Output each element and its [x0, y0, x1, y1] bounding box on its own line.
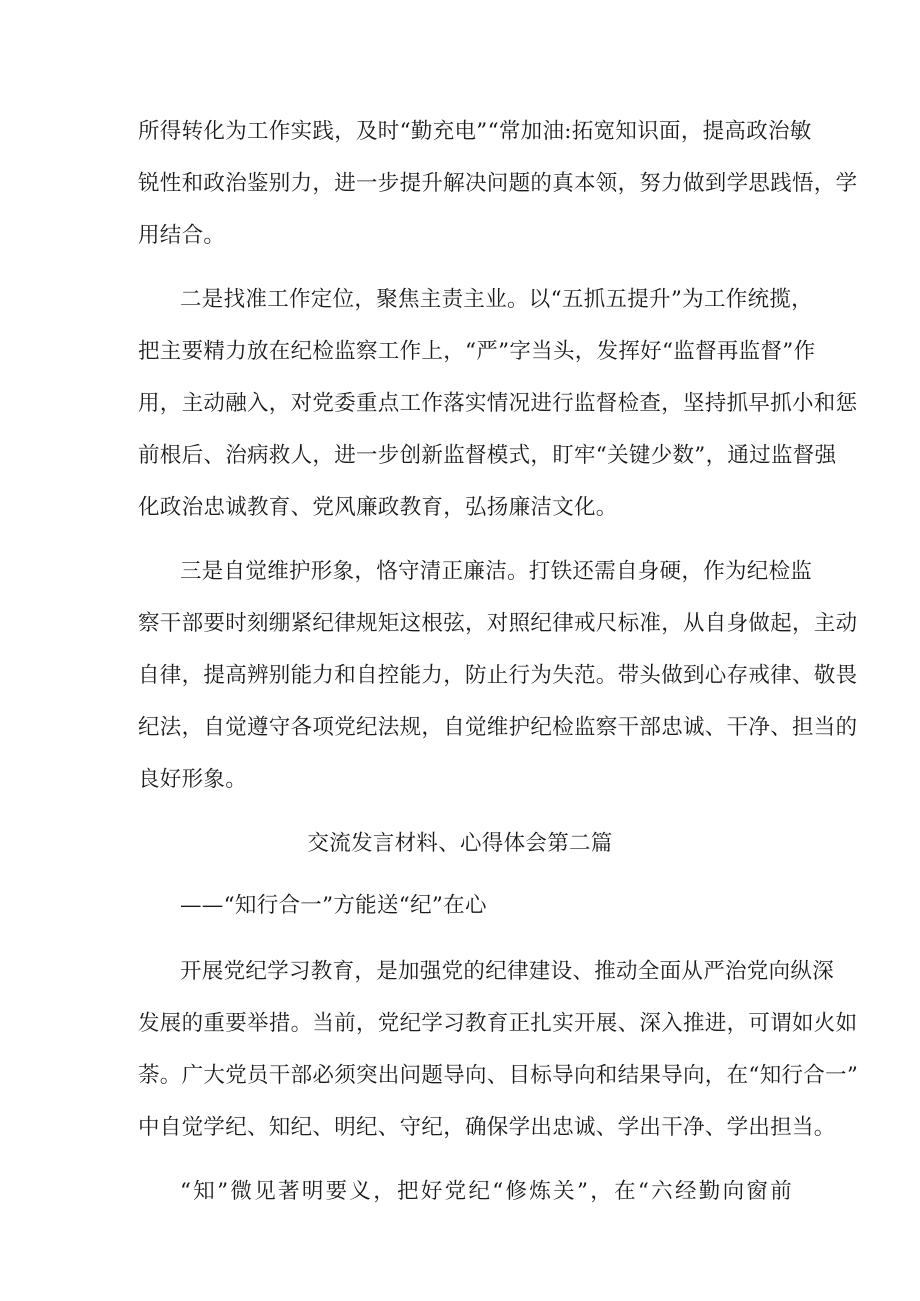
paragraph-3-line-3: 自律，提高辨别能力和自控能力，防止行为失范。带头做到心存戒律、敬畏 [138, 663, 858, 688]
section-subtitle: ——“知行合一”方能送“纪”在心 [180, 893, 487, 918]
paragraph-3-line-1: 三是自觉维护形象，恪守清正廉洁。打铁还需自身硬，作为纪检监 [180, 559, 813, 584]
paragraph-5-line-1: “知”微见著明要义，把好党纪“修炼关”，在“六经勤向窗前 [180, 1179, 792, 1204]
paragraph-2-line-3: 用，主动融入，对党委重点工作落实情况进行监督检查，坚持抓早抓小和惩 [138, 391, 858, 416]
paragraph-3-line-2: 察干部要时刻绷紧纪律规矩这根弦，对照纪律戒尺标准，从自身做起，主动 [138, 611, 858, 636]
paragraph-1-line-2: 锐性和政治鉴别力，进一步提升解决问题的真本领，努力做到学思践悟，学 [138, 171, 858, 196]
paragraph-1-line-3: 用结合。 [138, 223, 226, 248]
paragraph-3-line-5: 良好形象。 [138, 767, 248, 792]
section-heading: 交流发言材料、心得体会第二篇 [307, 831, 613, 856]
paragraph-1-line-1: 所得转化为工作实践，及时“勤充电”“常加油:拓宽知识面，提高政治敏 [138, 119, 812, 144]
paragraph-2-line-2: 把主要精力放在纪检监察工作上，“严”字当头，发挥好“监督再监督”作 [138, 339, 816, 364]
paragraph-4-line-1: 开展党纪学习教育，是加强党的纪律建设、推动全面从严治党向纵深 [180, 959, 835, 984]
paragraph-4-line-4: 中自觉学纪、知纪、明纪、守纪，确保学出忠诚、学出干净、学出担当。 [138, 1115, 836, 1140]
paragraph-3-line-4: 纪法，自觉遵守各项党纪法规，自觉维护纪检监察干部忠诚、干净、担当的 [138, 715, 858, 740]
paragraph-2-line-1: 二是找准工作定位，聚焦主责主业。以“五抓五提升”为工作统揽， [180, 287, 813, 312]
paragraph-4-line-2: 发展的重要举措。当前，党纪学习教育正扎实开展、深入推进，可谓如火如 [138, 1011, 858, 1036]
paragraph-4-line-3: 荼。广大党员干部必须突出问题导向、目标导向和结果导向，在“知行合一” [138, 1063, 859, 1088]
paragraph-2-line-5: 化政治忠诚教育、党风廉政教育，弘扬廉洁文化。 [138, 495, 618, 520]
paragraph-2-line-4: 前根后、治病救人，进一步创新监督模式，盯牢“关键少数”，通过监督强 [138, 443, 837, 468]
